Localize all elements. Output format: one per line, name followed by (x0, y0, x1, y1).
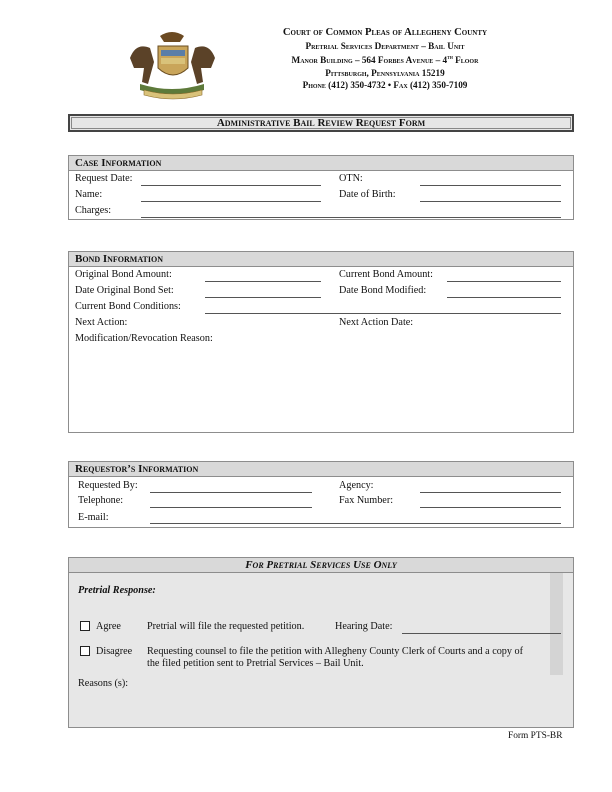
request-date-label: Request Date: (75, 173, 133, 184)
disagree-label: Disagree (96, 646, 133, 657)
hearing-date-field[interactable] (402, 633, 561, 634)
reasons-label: Reasons (s): (78, 678, 129, 689)
dob-label: Date of Birth: (339, 189, 396, 200)
email-label: E-mail: (78, 512, 109, 523)
otn-label: OTN: (339, 173, 363, 184)
court-header (240, 27, 530, 92)
city-line: Pittsburgh, Pennsylvania 15219 (325, 67, 445, 78)
bond-information-section (68, 251, 574, 433)
case-information-section (68, 155, 574, 220)
agree-description: Pretrial will file the requested petition. (147, 621, 305, 632)
next-action-date-label: Next Action Date: (339, 317, 414, 328)
fax-number-label: Fax Number: (339, 495, 394, 506)
agree-label: Agree (96, 621, 121, 632)
case-information-heading: Case Information (69, 156, 573, 171)
fax-number-field[interactable] (420, 507, 561, 508)
requestor-information-section (68, 461, 574, 528)
hearing-date-label: Hearing Date: (335, 621, 393, 632)
charges-field[interactable] (141, 217, 561, 218)
current-bond-amount-field[interactable] (447, 281, 561, 282)
date-bond-modified-label: Date Bond Modified: (339, 285, 427, 296)
otn-field[interactable] (420, 185, 561, 186)
address-line: Manor Building – 564 Forbes Avenue – 4th Floor (291, 55, 479, 66)
agree-checkbox[interactable] (80, 621, 90, 631)
disagree-description-line2: the filed petition sent to Pretrial Services – Bail Unit. (147, 658, 364, 669)
department-name: Pretrial Services Department – Bail Unit (305, 40, 465, 51)
bond-information-heading: Bond Information (69, 252, 573, 267)
original-bond-amount-label: Original Bond Amount: (75, 269, 172, 280)
date-bond-modified-field[interactable] (447, 297, 561, 298)
pretrial-services-heading: For Pretrial Services Use Only (69, 558, 573, 573)
form-id: Form PTS-BR (508, 731, 563, 741)
name-label: Name: (75, 189, 103, 200)
requested-by-field[interactable] (150, 492, 312, 493)
telephone-field[interactable] (150, 507, 312, 508)
telephone-label: Telephone: (78, 495, 124, 506)
phone-fax-line: Phone (412) 350-4732 • Fax (412) 350-7109 (302, 80, 468, 91)
current-bond-conditions-label: Current Bond Conditions: (75, 301, 181, 312)
court-name: Court of Common Pleas of Allegheny County (282, 27, 488, 38)
side-shade (550, 573, 563, 675)
request-date-field[interactable] (141, 185, 321, 186)
requestor-information-heading: Requestor’s Information (69, 462, 573, 477)
name-field[interactable] (141, 201, 321, 202)
pretrial-services-section (68, 557, 574, 728)
county-seal-logo (120, 28, 225, 100)
pretrial-response-label: Pretrial Response: (78, 585, 156, 596)
form-title: Administrative Bail Review Request Form (68, 114, 574, 132)
requested-by-label: Requested By: (78, 480, 138, 491)
current-bond-amount-label: Current Bond Amount: (339, 269, 433, 280)
disagree-checkbox[interactable] (80, 646, 90, 656)
original-bond-amount-field[interactable] (205, 281, 321, 282)
dob-field[interactable] (420, 201, 561, 202)
agency-label: Agency: (339, 480, 374, 491)
date-original-bond-set-label: Date Original Bond Set: (75, 285, 174, 296)
next-action-label: Next Action: (75, 317, 128, 328)
date-original-bond-set-field[interactable] (205, 297, 321, 298)
disagree-description-line1: Requesting counsel to file the petition with Allegheny County Clerk of Courts and a copy of (147, 646, 524, 657)
email-field[interactable] (150, 523, 561, 524)
charges-label: Charges: (75, 205, 112, 216)
agency-field[interactable] (420, 492, 561, 493)
modification-reason-label: Modification/Revocation Reason: (75, 333, 213, 344)
current-bond-conditions-field[interactable] (205, 313, 561, 314)
